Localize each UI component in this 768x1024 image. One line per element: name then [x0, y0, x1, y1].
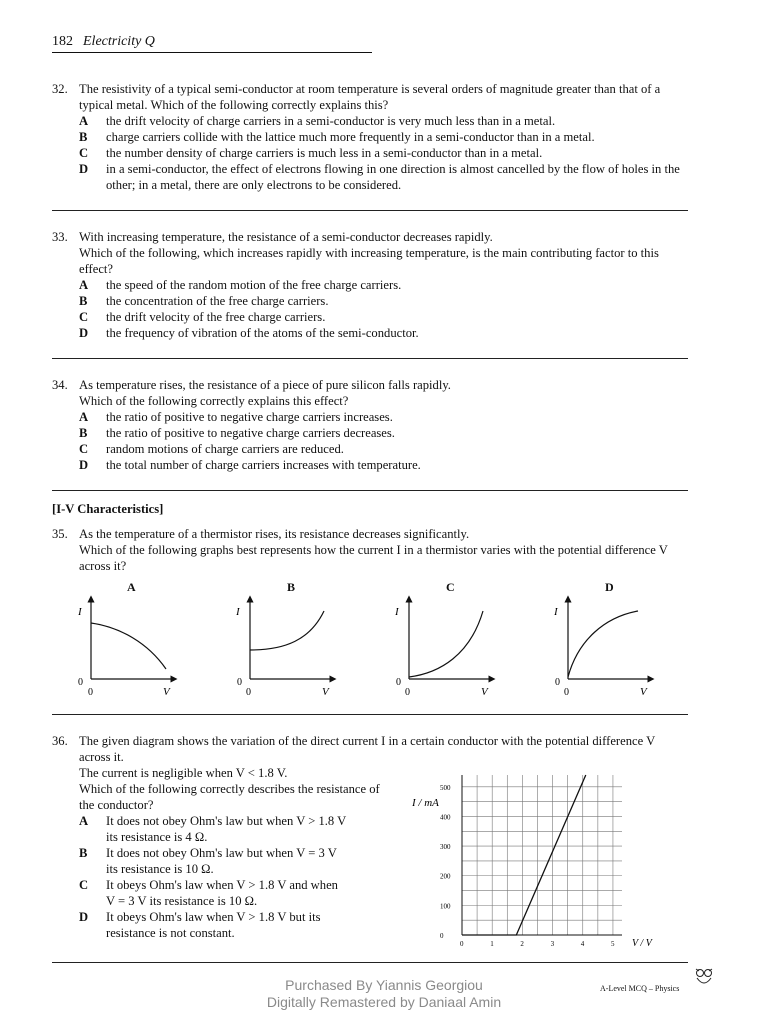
- x-axis-label: V: [322, 686, 329, 698]
- y-tick-label: 300: [440, 843, 451, 852]
- option-a[interactable]: A the ratio of positive to negative charge carriers increases.: [79, 410, 393, 424]
- origin-label: 0: [396, 677, 401, 688]
- question-line: The current is negligible when V < 1.8 V.: [79, 766, 288, 780]
- header-rule: [52, 52, 372, 53]
- question-number: 36.: [52, 734, 68, 748]
- option-b[interactable]: B the concentration of the free charge carriers.: [79, 294, 329, 308]
- x-tick-label: 1: [490, 940, 494, 948]
- graph-c-curve: [409, 611, 483, 677]
- question-33: [52, 229, 688, 341]
- graph-a-curve: [91, 623, 166, 669]
- divider: [52, 714, 688, 715]
- question-stem: As temperature rises, the resistance of a piece of pure silicon falls rapidly.: [79, 378, 451, 392]
- option-c[interactable]: C the drift velocity of the free charge carriers.: [79, 310, 326, 324]
- footer-tag: A-Level MCQ – Physics: [600, 984, 680, 993]
- question-stem: The resistivity of a typical semi-conductor at room temperature is several orders of magnitude greater than that of a typical metal. Which of the following correctly explains this?: [79, 82, 661, 112]
- option-b[interactable]: B the ratio of positive to negative charge carriers decreases.: [79, 426, 395, 440]
- divider: [52, 210, 688, 211]
- y-axis-label: I: [78, 606, 82, 618]
- origin-label: 0: [88, 687, 93, 698]
- iv-chart: [400, 760, 670, 955]
- graph-label-a: A: [127, 580, 136, 594]
- origin-label: 0: [78, 677, 83, 688]
- graph-c[interactable]: [394, 599, 492, 698]
- graph-d[interactable]: [553, 599, 651, 698]
- question-32: [52, 81, 688, 193]
- y-tick-label: 400: [440, 813, 451, 822]
- question-stem-2: Which of the following graphs best represents how the current I in a thermistor varies with the potential difference V across it?: [79, 543, 668, 573]
- y-axis-label: I: [554, 606, 558, 618]
- graph-b[interactable]: [235, 599, 333, 698]
- y-axis-label: I: [395, 606, 399, 618]
- question-number: 32.: [52, 82, 68, 96]
- thermistor-graphs: [0, 595, 768, 705]
- x-tick-label: 5: [610, 940, 615, 948]
- question-stem: The given diagram shows the variation of the direct current I in a certain conductor with the potential difference V across it.: [79, 734, 655, 764]
- chart-grid: [462, 775, 622, 935]
- question-stem-2: Which of the following correctly explains this effect?: [79, 394, 349, 408]
- option-a[interactable]: A It does not obey Ohm's law but when V > 1.8 V its resistance is 4 Ω.: [79, 814, 347, 844]
- graph-a[interactable]: [77, 599, 174, 698]
- y-tick-label: 200: [440, 872, 451, 881]
- header-title: Electricity Q: [83, 34, 155, 49]
- option-b[interactable]: B charge carriers collide with the lattice much more frequently in a semi-conductor than in a metal.: [79, 130, 595, 144]
- y-tick-label: 0: [440, 932, 444, 940]
- origin-label: 0: [237, 677, 242, 688]
- owl-logo-icon: [694, 966, 714, 988]
- option-d[interactable]: D the frequency of vibration of the atoms of the semi-conductor.: [79, 326, 419, 340]
- y-axis-label: I: [236, 606, 240, 618]
- option-c[interactable]: C the number density of charge carriers is much less in a semi-conductor than in a metal.: [79, 146, 543, 160]
- question-number: 34.: [52, 378, 68, 392]
- section-title: [I-V Characteristics]: [52, 502, 164, 516]
- y-axis-label: I / mA: [412, 797, 439, 809]
- option-b[interactable]: B It does not obey Ohm's law but when V = 3 V its resistance is 10 Ω.: [79, 846, 337, 876]
- question-stem: As the temperature of a thermistor rises, its resistance decreases significantly.: [79, 527, 470, 541]
- page-number: 182: [52, 34, 73, 49]
- option-c[interactable]: C random motions of charge carriers are reduced.: [79, 442, 344, 456]
- question-stem-2: Which of the following, which increases rapidly with increasing temperature, is the main contributing factor to this effect?: [79, 246, 659, 276]
- question-36-body: [52, 765, 392, 941]
- graph-b-curve: [250, 611, 324, 650]
- divider: [52, 358, 688, 359]
- x-axis-label: V: [640, 686, 647, 698]
- x-tick-label: 3: [550, 940, 555, 948]
- origin-label: 0: [564, 687, 569, 698]
- footer-remastered: Digitally Remastered by Daniaal Amin: [266, 994, 502, 1010]
- x-axis-label: V / V: [632, 938, 652, 949]
- series-line: [462, 775, 586, 935]
- option-d[interactable]: D in a semi-conductor, the effect of electrons flowing in one direction is almost cancelled by the flow of holes in the other; in a metal, there are only electrons to be considered.: [79, 162, 680, 192]
- page-header: [52, 34, 155, 50]
- divider: [52, 490, 688, 491]
- question-stem: With increasing temperature, the resistance of a semi-conductor decreases rapidly.: [79, 230, 493, 244]
- x-tick-label: 4: [580, 940, 585, 948]
- y-tick-label: 500: [440, 783, 451, 792]
- question-number: 33.: [52, 230, 68, 244]
- option-d[interactable]: D the total number of charge carriers increases with temperature.: [79, 458, 421, 472]
- origin-label: 0: [405, 687, 410, 698]
- x-tick-label: 2: [520, 940, 524, 948]
- option-d[interactable]: D It obeys Ohm's law when V > 1.8 V but its resistance is not constant.: [79, 910, 321, 940]
- question-line: Which of the following correctly describes the resistance of the conductor?: [79, 782, 380, 812]
- question-34: [52, 377, 688, 473]
- question-number: 35.: [52, 527, 68, 541]
- x-axis-label: V: [481, 686, 488, 698]
- x-tick-label: 0: [460, 940, 464, 948]
- option-a[interactable]: A the drift velocity of charge carriers in a semi-conductor is very much less than in a metal.: [79, 114, 556, 128]
- graph-label-b: B: [287, 580, 296, 594]
- divider: [52, 962, 688, 963]
- question-35: [52, 526, 688, 574]
- graph-label-d: D: [605, 580, 614, 594]
- footer-purchased: Purchased By Yiannis Georgiou: [285, 977, 483, 993]
- graph-d-curve: [568, 611, 638, 677]
- x-axis-label: V: [163, 686, 170, 698]
- option-c[interactable]: C It obeys Ohm's law when V > 1.8 V and when V = 3 V its resistance is 10 Ω.: [79, 878, 338, 908]
- option-a[interactable]: A the speed of the random motion of the free charge carriers.: [79, 278, 402, 292]
- y-tick-label: 100: [440, 902, 451, 911]
- origin-label: 0: [555, 677, 560, 688]
- graph-label-c: C: [446, 580, 455, 594]
- origin-label: 0: [246, 687, 251, 698]
